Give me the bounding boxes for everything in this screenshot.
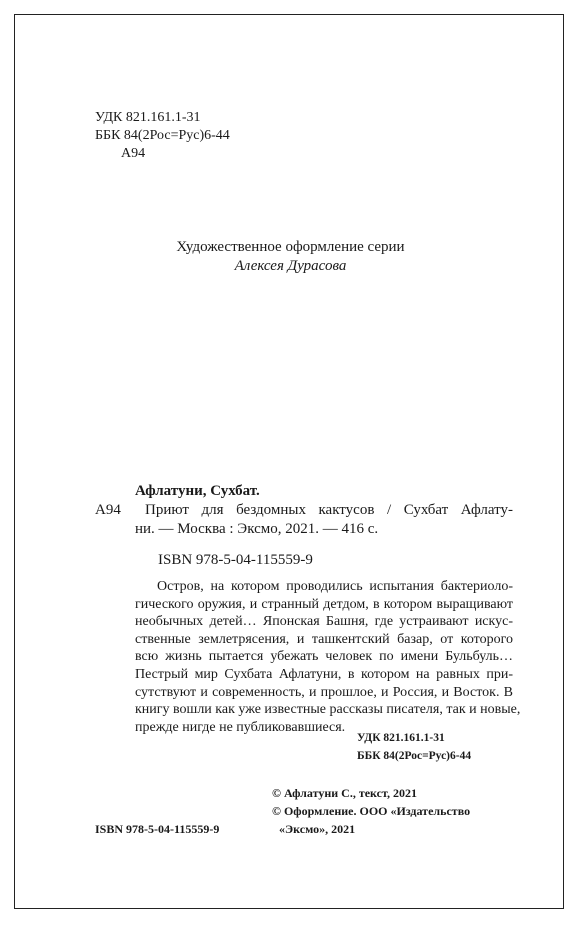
annotation-line: ственные землетрясения, и ташкентский базар, от которого (135, 631, 513, 647)
copyright-publisher: «Эксмо», 2021 (279, 822, 356, 836)
catalog-description (135, 501, 513, 539)
catalog-author-sign: А94 (95, 502, 121, 518)
annotation-line: Пестрый мир Сухбата Афлатуни, в котором на равных при- (135, 666, 513, 682)
footer-udk: УДК 821.161.1-31 (357, 732, 445, 744)
udk-code: УДК 821.161.1-31 (95, 110, 201, 125)
annotation-line: всю жизнь пытается убежать человек по имени Бульбуль… (135, 649, 513, 665)
catalog-isbn: ISBN 978-5-04-115559-9 (158, 552, 313, 568)
copyright-design: © Оформление. ООО «Издательство (272, 804, 471, 818)
description-line: ни. — Москва : Эксмо, 2021. — 416 с. (135, 521, 379, 537)
annotation-line: необычных детей… Японская Башня, где устраивают искус- (135, 614, 513, 630)
annotation-line: книгу вошли как уже известные рассказы писателя, так и новые, (135, 702, 521, 718)
description-line: Приют для бездомных кактусов / Сухбат Афлату- (145, 502, 513, 518)
catalog-author: Афлатуни, Сухбат. (135, 483, 260, 499)
bottom-isbn: ISBN 978-5-04-115559-9 (95, 822, 220, 836)
series-design-line1: Художественное оформление серии (176, 239, 405, 255)
page-border (14, 14, 564, 909)
annotation-line: гического оружия, и странный детдом, в котором выращивают (135, 596, 513, 612)
annotation-line: сутствуют и современность, и прошлое, и Россия, и Восток. В (135, 684, 513, 700)
author-sign: А94 (121, 146, 146, 161)
copyright-text: © Афлатуни С., текст, 2021 (272, 786, 417, 800)
bbk-code: ББК 84(2Рос=Рус)6-44 (95, 128, 230, 143)
annotation (135, 578, 521, 736)
annotation-line: Остров, на котором проводились испытания бактериоло- (157, 579, 513, 594)
footer-bbk: ББК 84(2Рос=Рус)6-44 (357, 750, 472, 762)
series-design-artist: Алексея Дурасова (234, 258, 347, 274)
annotation-line: прежде нигде не публиковавшиеся. (135, 719, 346, 735)
